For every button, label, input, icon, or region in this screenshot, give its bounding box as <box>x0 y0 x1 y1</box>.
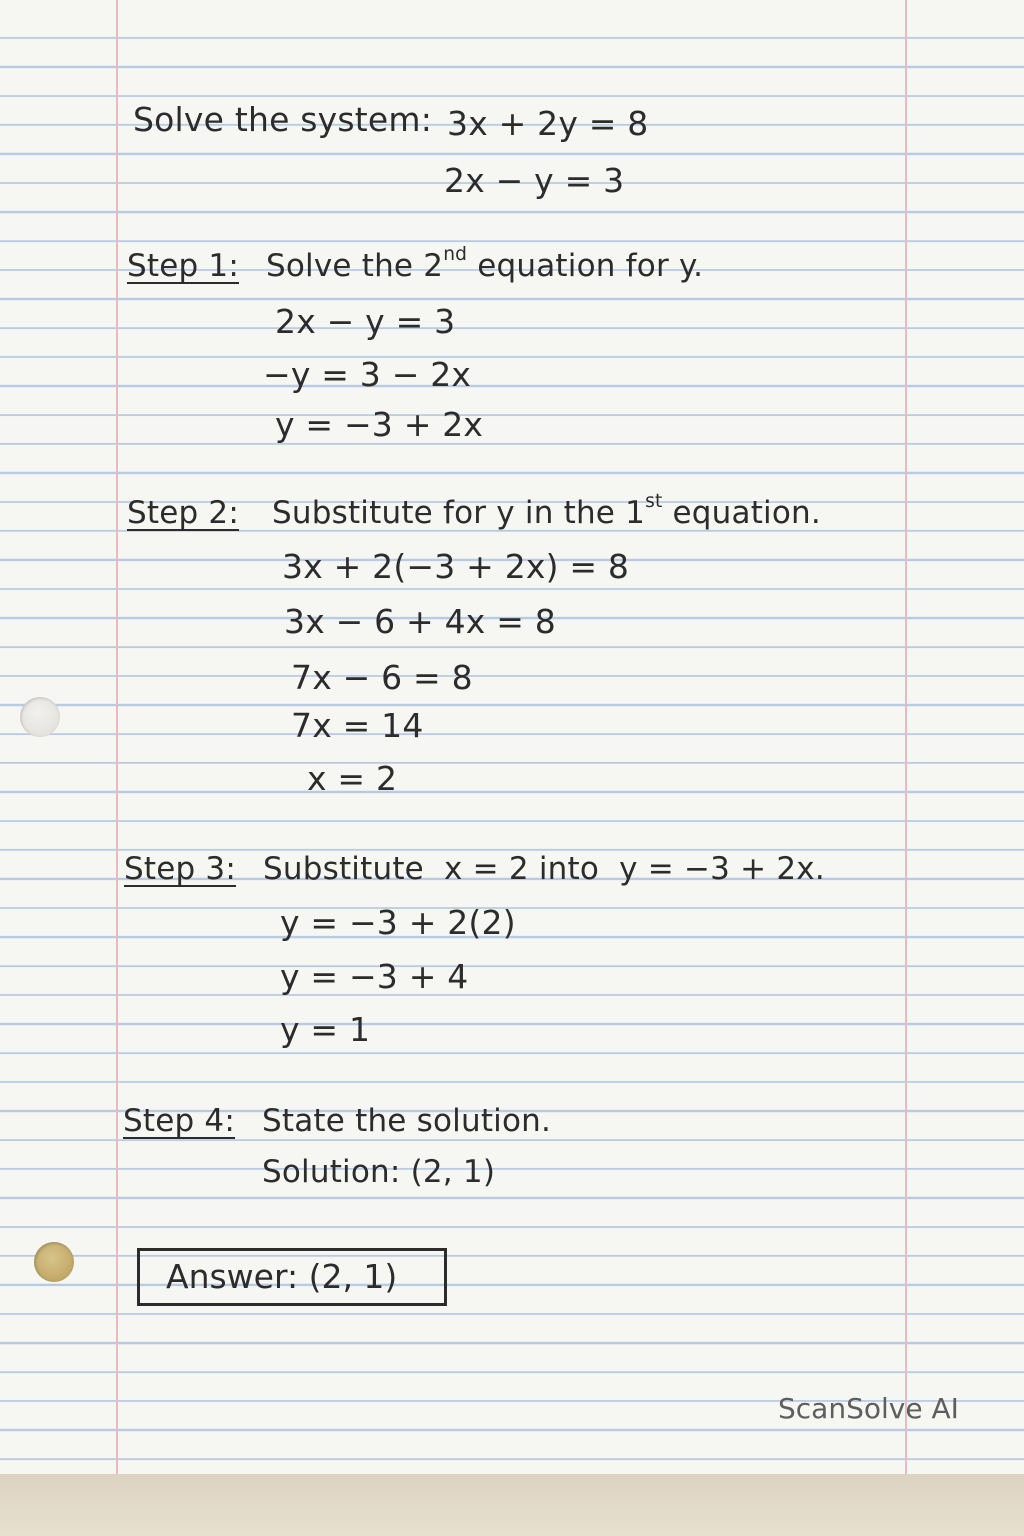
punch-hole <box>20 697 60 737</box>
work-line: 2x − y = 3 <box>275 302 456 341</box>
step-label: Step 2: <box>127 495 240 531</box>
instruction-text: equation for y. <box>467 248 704 284</box>
scansolve-watermark: ScanSolve AI <box>778 1392 959 1425</box>
instruction-text: equation. <box>662 495 821 531</box>
step-label: Step 3: <box>124 851 237 887</box>
punch-hole <box>34 1242 74 1282</box>
equation-1: 3x + 2y = 8 <box>447 104 649 143</box>
work-line: 3x − 6 + 4x = 8 <box>284 602 556 641</box>
work-line: −y = 3 − 2x <box>263 355 472 394</box>
ordinal-suffix: st <box>645 491 663 513</box>
equation-2: 2x − y = 3 <box>444 161 625 200</box>
instruction-text: Substitute for y in the 1 <box>272 495 646 531</box>
step-3-label <box>124 849 236 889</box>
work-line: y = 1 <box>280 1010 371 1049</box>
work-line: 3x + 2(−3 + 2x) = 8 <box>282 547 630 586</box>
step-1-instruction <box>266 246 703 286</box>
step-2-instruction <box>272 493 821 533</box>
step-3-instruction: Substitute x = 2 into y = −3 + 2x. <box>263 851 825 887</box>
work-line: y = −3 + 2x <box>275 405 484 444</box>
step-2-label <box>127 493 239 533</box>
step-label: Step 4: <box>123 1103 236 1139</box>
work-line: 7x − 6 = 8 <box>291 658 473 697</box>
work-line: x = 2 <box>307 759 398 798</box>
work-line: y = −3 + 4 <box>280 957 469 996</box>
step-4-instruction: State the solution. <box>262 1103 552 1139</box>
work-line: 7x = 14 <box>291 706 424 745</box>
solution-line: Solution: (2, 1) <box>262 1154 496 1190</box>
answer-box: Answer: (2, 1) <box>137 1248 447 1306</box>
desk-surface <box>0 1474 1024 1536</box>
right-margin-line <box>905 0 907 1474</box>
instruction-text: Solve the 2 <box>266 248 444 284</box>
problem-prompt: Solve the system: <box>133 100 433 139</box>
left-margin-line <box>116 0 118 1474</box>
ordinal-suffix: nd <box>443 244 468 266</box>
step-4-label <box>123 1101 235 1141</box>
step-label: Step 1: <box>127 248 240 284</box>
work-line: y = −3 + 2(2) <box>280 903 516 942</box>
step-1-label <box>127 246 239 286</box>
